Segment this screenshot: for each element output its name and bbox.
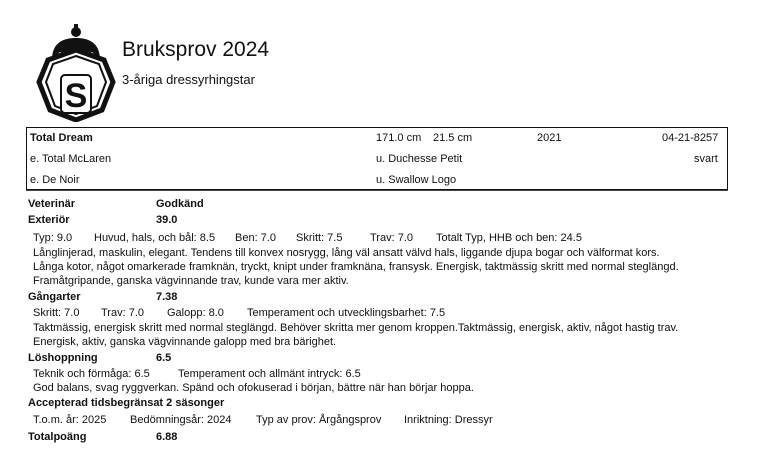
horse-dam-dam: u. Swallow Logo: [376, 174, 457, 186]
divider: [26, 190, 728, 191]
exterior-score-item: Skritt: 7.5: [296, 232, 343, 244]
logo-letter: S: [64, 77, 88, 115]
exterior-comment: Långlinjerad, maskulin, elegant. Tendens till konvex nosrygg, lång väl ansatt välvd hals, liggande djupa bogar och välformat kors.: [33, 247, 660, 259]
total-score: 6.88: [156, 431, 178, 443]
horse-sire: e. Total McLaren: [30, 153, 112, 165]
gaits-score-item: Trav: 7.0: [101, 307, 144, 319]
horse-dam-sire: e. De Noir: [30, 174, 80, 186]
vet-value: Godkänd: [156, 198, 204, 210]
exterior-score: 39.0: [156, 214, 178, 226]
horse-reg-no: 04-21-8257: [662, 132, 719, 144]
horse-color: svart: [694, 153, 718, 165]
jumping-score-item: Temperament och allmänt intryck: 6.5: [178, 368, 361, 380]
vet-label: Veterinär: [28, 198, 76, 210]
horse-cannon: 21.5 cm: [433, 132, 473, 144]
exterior-score-item: Ben: 7.0: [235, 232, 276, 244]
exterior-comment: Framåtgripande, ganska vägvinnande trav, kunde vara mer aktiv.: [33, 275, 349, 287]
jumping-comment: God balans, svag ryggverkan. Spänd och ofokuserad i början, bättre när han börjar hoppa.: [33, 382, 474, 394]
page-subtitle: 3-åriga dressyrhingstar: [122, 72, 255, 87]
horse-name: Total Dream: [30, 132, 93, 144]
approval-item: Inriktning: Dressyr: [404, 414, 493, 426]
gaits-score-item: Temperament och utvecklingsbarhet: 7.5: [247, 307, 446, 319]
jumping-label: Löshoppning: [28, 352, 98, 364]
approval-item: Typ av prov: Årgångsprov: [256, 414, 382, 426]
exterior-label: Exteriör: [28, 214, 70, 226]
gaits-comment: Taktmässig, energisk skritt med normal steglängd. Behöver skritta mer genom kroppen.Taktmässig, energisk, aktiv, något hastig trav.: [33, 322, 679, 334]
exterior-comment: Långa kotor, något omarkerade framknän, tryckt, knipt under framknäna, fransysk. Energisk, taktmässig skritt med normal steglängd.: [33, 261, 679, 273]
approval-label: Accepterad tidsbegränsat 2 säsonger: [28, 397, 225, 409]
page-title: Bruksprov 2024: [122, 38, 270, 61]
approval-item: Bedömningsår: 2024: [130, 414, 232, 426]
approval-item: T.o.m. år: 2025: [33, 414, 107, 426]
gaits-comment: Energisk, aktiv, ganska vägvinnande galopp med bra bärighet.: [33, 336, 337, 348]
logo-icon: [34, 20, 118, 122]
horse-height: 171.0 cm: [376, 132, 422, 144]
gaits-score-item: Skritt: 7.0: [33, 307, 80, 319]
gaits-score: 7.38: [156, 291, 178, 303]
exterior-score-item: Typ: 9.0: [33, 232, 73, 244]
gaits-label: Gångarter: [28, 291, 81, 303]
exterior-score-item: Huvud, hals, och bål: 8.5: [94, 232, 216, 244]
gaits-score-item: Galopp: 8.0: [167, 307, 224, 319]
jumping-score-item: Teknik och förmåga: 6.5: [33, 368, 150, 380]
horse-dam: u. Duchesse Petit: [376, 153, 463, 165]
exterior-score-item: Totalt Typ, HHB och ben: 24.5: [436, 232, 582, 244]
exterior-score-item: Trav: 7.0: [370, 232, 413, 244]
total-label: Totalpoäng: [28, 431, 87, 443]
horse-year: 2021: [537, 132, 562, 144]
jumping-score: 6.5: [156, 352, 172, 364]
